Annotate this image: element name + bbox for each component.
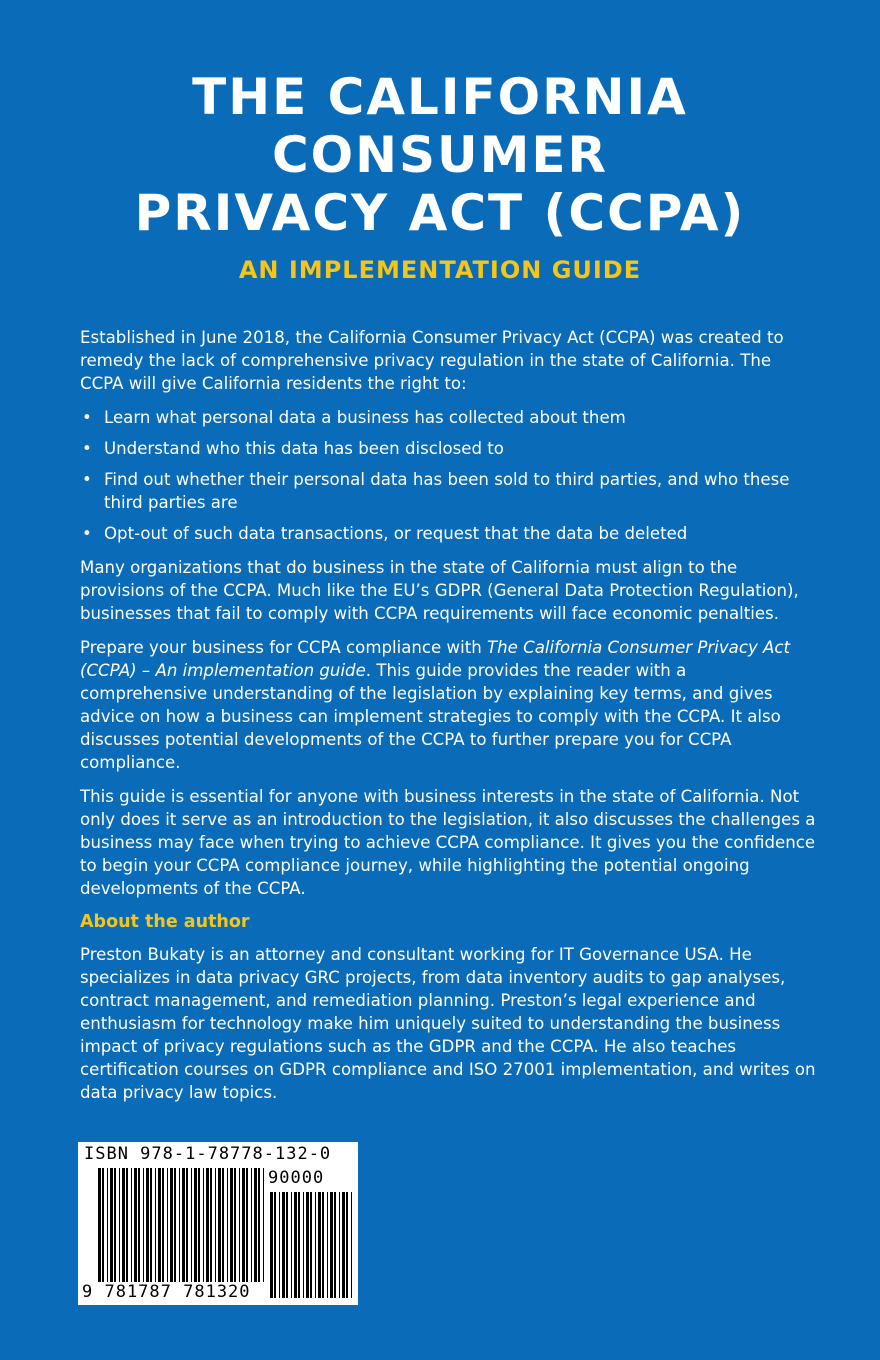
barcode-bar	[119, 1168, 120, 1282]
bullet-icon: •	[82, 524, 92, 543]
barcode-bar	[146, 1168, 149, 1282]
barcode-bar	[227, 1168, 228, 1282]
barcode-bar	[346, 1192, 348, 1298]
barcode-bar	[143, 1168, 144, 1282]
barcode-bar	[270, 1192, 273, 1298]
barcode-bar	[131, 1168, 132, 1282]
barcode-bar	[191, 1168, 192, 1282]
barcode-bars	[78, 1142, 358, 1305]
barcode-digits: 9 781787 781320	[82, 1282, 251, 1302]
barcode-bar	[114, 1168, 116, 1282]
barcode-bar	[251, 1168, 252, 1282]
paragraph-prepare: Prepare your business for CCPA compliance with The California Consumer Privacy Act (CCPA) – An implementation guide. This guide provides the reader with a comprehensive understanding of the legislation by explaining key terms, and gives advice on how a business can implement strategies to comply with the CCPA. It also discusses potential developments of the CCPA to further prepare you for CCPA compliance.	[80, 638, 791, 772]
barcode-bar	[122, 1168, 125, 1282]
barcode-bar	[310, 1192, 312, 1298]
barcode-bar	[102, 1168, 104, 1282]
barcode-bar	[174, 1168, 176, 1282]
barcode-bar	[254, 1168, 257, 1282]
book-title	[0, 68, 880, 242]
list-item: • Opt-out of such data transactions, or request that the data be deleted	[82, 524, 688, 543]
barcode-bar	[138, 1168, 140, 1282]
barcode-bar	[203, 1168, 204, 1282]
barcode-bar	[322, 1192, 324, 1298]
bullet-icon: •	[82, 439, 92, 458]
isbn-barcode	[78, 1142, 358, 1305]
barcode-bar	[239, 1168, 240, 1282]
barcode-bar	[222, 1168, 224, 1282]
barcode-bar	[218, 1168, 221, 1282]
barcode-bar	[170, 1168, 173, 1282]
barcode-bar	[186, 1168, 188, 1282]
barcode-bar	[110, 1168, 113, 1282]
barcode-bar	[167, 1168, 168, 1282]
barcode-bar	[150, 1168, 152, 1282]
title-line-3: PRIVACY ACT (CCPA)	[134, 184, 746, 242]
paragraph-compliance: Many organizations that do business in the state of California must align to the provisions of the CCPA. Much like the EU’s GDPR (General Data Protection Regulation), businesses that fail to comply with CCPA requirements will face economic penalties.	[80, 558, 799, 623]
rights-list	[80, 406, 816, 545]
barcode-bar	[179, 1168, 180, 1282]
barcode-bar	[206, 1168, 209, 1282]
barcode-bar	[327, 1192, 328, 1298]
barcode-bar	[134, 1168, 137, 1282]
barcode-bar	[246, 1168, 248, 1282]
price-code: 90000	[268, 1168, 325, 1188]
barcode-bar	[303, 1192, 304, 1298]
book-subtitle: AN IMPLEMENTATION GUIDE	[238, 256, 642, 284]
barcode-bar	[162, 1168, 164, 1282]
barcode-bar	[351, 1192, 352, 1298]
blurb	[80, 326, 816, 1115]
barcode-bar	[294, 1192, 297, 1298]
barcode-bar	[215, 1168, 216, 1282]
bullet-icon: •	[82, 470, 92, 489]
barcode-bar	[155, 1168, 156, 1282]
barcode-bar	[158, 1168, 161, 1282]
book-title-italic: The California Consumer Privacy Act (CCPA) – An implementation guide	[80, 638, 791, 680]
barcode-bar	[182, 1168, 185, 1282]
isbn-number: ISBN 978-1-78778-132-0	[84, 1144, 332, 1164]
barcode-bar	[230, 1168, 233, 1282]
barcode-bar	[279, 1192, 280, 1298]
barcode-bar	[330, 1192, 333, 1298]
barcode-bar	[210, 1168, 212, 1282]
about-author-heading: About the author	[80, 912, 250, 932]
barcode-bar	[286, 1192, 288, 1298]
title-line-2: CONSUMER	[271, 126, 609, 184]
barcode-bar	[274, 1192, 276, 1298]
barcode-bar	[315, 1192, 316, 1298]
barcode-bar	[298, 1192, 300, 1298]
barcode-bar	[339, 1192, 340, 1298]
barcode-bar	[306, 1192, 309, 1298]
about-author-text: Preston Bukaty is an attorney and consultant working for IT Governance USA. He specializes in data privacy GRC projects, from data inventory audits to gap analyses, contract management, and remediation planning. Preston’s legal experience and enthusiasm for technology make him uniquely suited to understanding the business impact of privacy regulations such as the GDPR and the CCPA. He also teaches certification courses on GDPR compliance and ISO 27001 implementation, and writes on data privacy law topics.	[80, 945, 816, 1102]
title-line-1: THE CALIFORNIA	[192, 68, 688, 126]
list-item: • Learn what personal data a business has collected about them	[82, 408, 626, 427]
barcode-bar	[126, 1168, 128, 1282]
barcode-bar	[198, 1168, 200, 1282]
intro-paragraph: Established in June 2018, the California Consumer Privacy Act (CCPA) was created to remedy the lack of comprehensive privacy regulation in the state of California. The CCPA will give California residents the right to:	[80, 328, 784, 393]
barcode-bar	[282, 1192, 285, 1298]
paragraph-essential: This guide is essential for anyone with business interests in the state of California. Not only does it serve as an introduction to the legislation, it also discusses the challenges a business may face when trying to achieve CCPA compliance. It gives you the confidence to begin your CCPA compliance journey, while highlighting the potential ongoing developments of the CCPA.	[80, 787, 816, 898]
barcode-bar	[318, 1192, 321, 1298]
barcode-bar	[234, 1168, 236, 1282]
barcode-bar	[263, 1168, 264, 1282]
barcode-bar	[334, 1192, 336, 1298]
barcode-bar	[107, 1168, 108, 1282]
barcode-bar	[258, 1168, 260, 1282]
list-item: • Find out whether their personal data has been sold to third parties, and who these third parties are	[82, 470, 790, 512]
barcode-bar	[242, 1168, 245, 1282]
barcode-bar	[291, 1192, 292, 1298]
barcode-bar	[194, 1168, 197, 1282]
barcode-bar	[342, 1192, 345, 1298]
barcode-bar	[98, 1168, 101, 1282]
bullet-icon: •	[82, 408, 92, 427]
list-item: • Understand who this data has been disclosed to	[82, 439, 504, 458]
